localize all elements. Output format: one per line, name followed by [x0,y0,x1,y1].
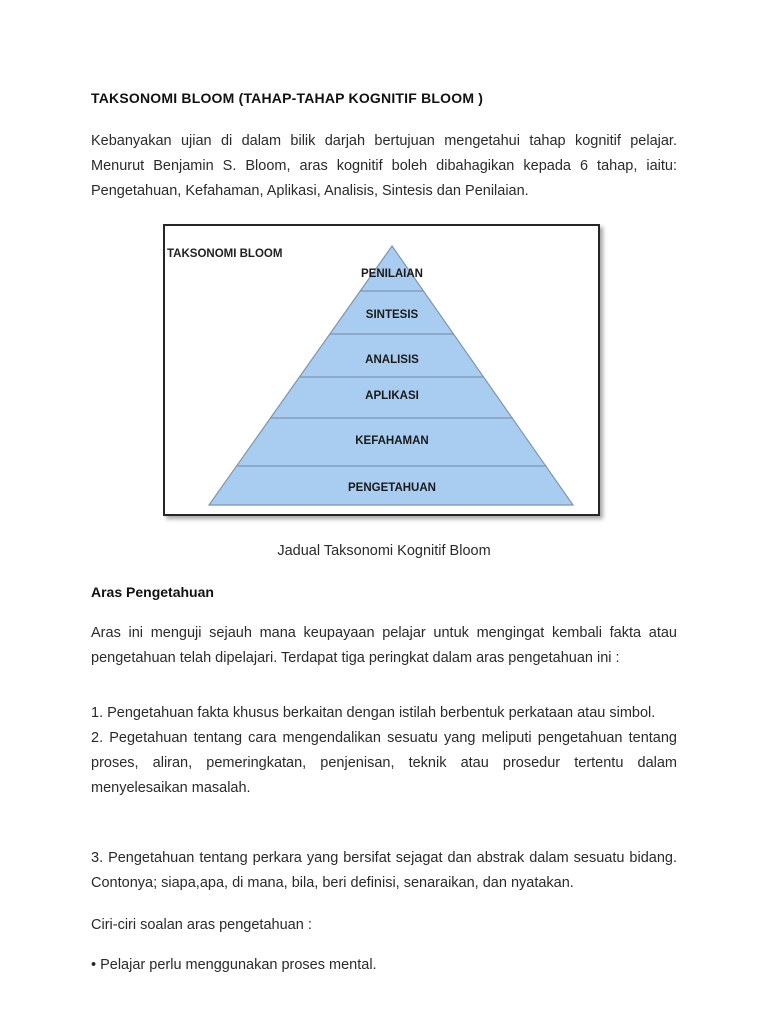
level-label-penilaian: PENILAIAN [361,268,423,280]
figure-label: TAKSONOMI BLOOM [167,248,283,260]
bullet-item: • Pelajar perlu menggunakan proses mental. [91,957,377,973]
bloom-taxonomy-figure [163,224,600,516]
document-title: TAKSONOMI BLOOM (TAHAP-TAHAP KOGNITIF BLOOM ) [91,90,484,106]
question-traits-label: Ciri-ciri soalan aras pengetahuan : [91,917,312,933]
level-label-kefahaman: KEFAHAMAN [355,435,429,447]
level-label-pengetahuan: PENGETAHUAN [348,482,436,494]
level-label-aplikasi: APLIKASI [365,390,419,402]
level-label-sintesis: SINTESIS [365,309,419,321]
figure-caption: Jadual Taksonomi Kognitif Bloom [277,543,491,559]
pyramid-diagram [165,226,598,514]
section-heading: Aras Pengetahuan [91,584,214,600]
level-label-analisis: ANALISIS [365,354,419,366]
intro-paragraph: Kebanyakan ujian di dalam bilik darjah bertujuan mengetahui tahap kognitif pelajar. Menurut Benjamin S. Bloom, aras kognitif boleh dibahagikan kepada 6 tahap, iaitu: Pengetahuan, Kefahaman, Aplikasi, Analisis, Sintesis dan Penilaian. [91,133,677,199]
list-item-2: 2. Pegetahuan tentang cara mengendalikan sesuatu yang meliputi pengetahuan tentang proses, aliran, pemeringkatan, penjenisan, teknik atau prosedur tertentu dalam menyelesaikan masalah. [91,730,677,796]
list-item-3: 3. Pengetahuan tentang perkara yang bersifat sejagat dan abstrak dalam sesuatu bidang. Contonya; siapa,apa, di mana, bila, beri definisi, senaraikan, dan nyatakan. [91,850,677,891]
knowledge-levels-list [91,701,677,801]
section-intro-paragraph: Aras ini menguji sejauh mana keupayaan pelajar untuk mengingat kembali fakta atau pengetahuan telah dipelajari. Terdapat tiga peringkat dalam aras pengetahuan ini : [91,625,677,666]
list-item-1: 1. Pengetahuan fakta khusus berkaitan dengan istilah berbentuk perkataan atau simbol. [91,705,656,721]
